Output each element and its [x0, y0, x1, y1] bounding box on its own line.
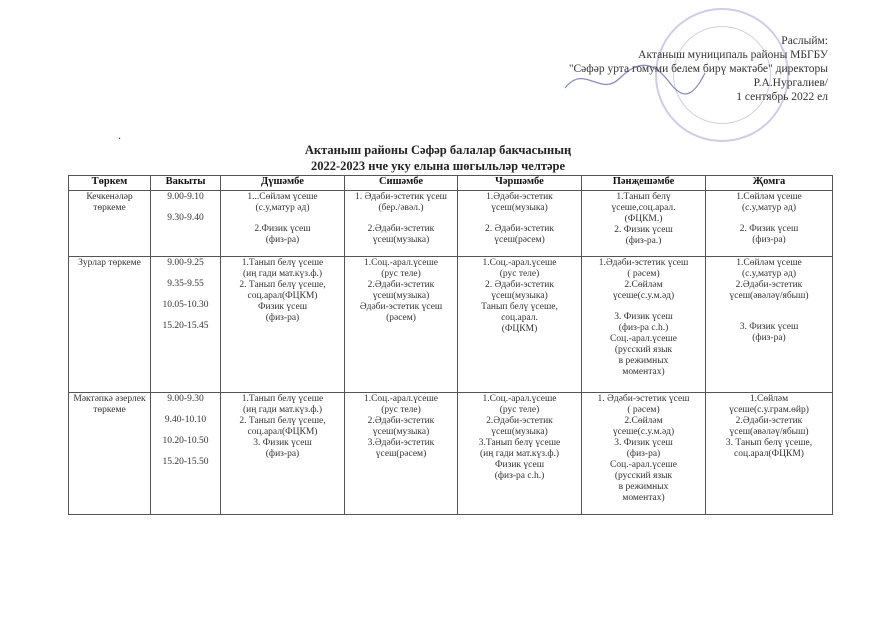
stray-dot: . — [118, 128, 121, 142]
cell-line: (физ-ра с.h.) — [494, 471, 545, 481]
cell-line: 10.20-10.50 — [162, 436, 209, 446]
time-cell — [151, 393, 221, 515]
cell-line: моментах) — [622, 493, 665, 503]
schedule-table — [68, 175, 833, 515]
cell-line: 2. Танып белү үсеше, — [239, 416, 326, 426]
cell-line: (иң гади мат.күз.ф.) — [242, 405, 323, 415]
cell-line: Әдәби-эстетик үсеш — [359, 302, 443, 312]
cell-line: (физ-ра) — [265, 449, 300, 459]
cell-line — [584, 302, 703, 312]
cell-line: в режимных — [618, 482, 669, 492]
cell-line: соц.арал(ФЦКМ) — [734, 449, 804, 459]
cell-line: (физ-ра с.h.) — [618, 323, 669, 333]
cell-line: (физ-ра) — [265, 313, 300, 323]
cell-line: ( рәсем) — [627, 269, 660, 279]
cell-line: үсеш(музыка) — [491, 427, 548, 437]
cell-line: 9.40-10.10 — [164, 415, 207, 425]
cell-line: (русский язык — [614, 345, 673, 355]
cell-line: (физ-ра) — [752, 333, 786, 343]
cell-line: 3.Танып белү үсеше — [478, 438, 561, 448]
cell-line: үсеш(рәсем) — [375, 449, 427, 459]
lesson-cell-tue — [345, 257, 458, 393]
cell-line: 9.35-9.55 — [167, 279, 204, 289]
approval-line: "Сәфәр урта гомуми белем бирү мәктәбе" директоры — [568, 63, 828, 75]
cell-line: 2.Әдәби-эстетик — [735, 280, 803, 290]
approval-block — [508, 34, 828, 104]
cell-line: (физ-ра) — [626, 449, 661, 459]
approval-line: Актаныш муниципаль районы МБГБУ — [638, 49, 828, 61]
cell-line: (русский язык — [614, 471, 673, 481]
cell-line: (иң гади мат.күз.ф.) — [479, 449, 560, 459]
cell-line: 1.Танып белү үсеше — [241, 258, 324, 268]
cell-line: 2.Сөйләм — [624, 416, 663, 426]
cell-line: 2.Физик үсеш — [254, 224, 311, 234]
cell-line: Физик үсеш — [494, 460, 545, 470]
cell-line — [153, 269, 218, 279]
cell-line: 1.Соц.-арал.үсеше — [482, 258, 557, 268]
cell-line: (рус теле) — [499, 269, 540, 279]
lesson-cell-thu — [582, 191, 706, 257]
cell-line — [223, 214, 342, 224]
cell-line: 2. Әдәби-эстетик — [484, 280, 554, 290]
cell-line: в режимных — [618, 356, 669, 366]
table-row — [69, 393, 833, 515]
cell-line: 2. Танып белү үсеше, — [239, 280, 326, 290]
cell-line: (рус теле) — [381, 405, 421, 415]
cell-line: (иң гади мат.күз.ф.) — [242, 269, 323, 279]
header-cell: Төркем — [69, 176, 151, 191]
cell-line — [708, 312, 830, 322]
cell-line: 1.Сөйләм үсеше — [736, 258, 802, 268]
cell-line: соц.арал(ФЦКМ) — [247, 427, 318, 437]
cell-line: Танып белү үсеше, — [481, 302, 558, 312]
cell-line: үсеш(әвәләү/ябыш) — [729, 291, 809, 301]
cell-line: 1.Соц.-арал.үсеше — [482, 394, 557, 404]
cell-line — [460, 214, 579, 224]
time-cell — [151, 257, 221, 393]
cell-line — [153, 290, 218, 300]
cell-line: 1.Әдәби-эстетик үсеш — [598, 258, 689, 268]
lesson-cell-tue — [345, 393, 458, 515]
cell-line — [153, 426, 218, 436]
lesson-cell-fri — [706, 257, 833, 393]
cell-line: (рәсем) — [386, 313, 416, 323]
lesson-cell-thu — [582, 257, 706, 393]
cell-line: үсеше,соц.арал. — [611, 203, 676, 213]
cell-line: 2.Әдәби-эстетик — [367, 280, 435, 290]
group-name-cell: Кечкенәләр төркеме — [69, 191, 151, 257]
cell-line: (с.у,матур әд) — [742, 203, 796, 213]
cell-line: 9.00-9.25 — [167, 258, 204, 268]
cell-line: (ФЦКМ) — [501, 324, 538, 334]
cell-line: 2. Физик үсеш — [739, 224, 799, 234]
approval-line: Раслыйм: — [781, 35, 828, 47]
cell-line: 1.Сөйләм үсеше — [736, 192, 802, 202]
time-cell — [151, 191, 221, 257]
cell-line: 2.Әдәби-эстетик — [367, 224, 435, 234]
cell-line: Соц.-арал.үсеше — [610, 334, 677, 344]
lesson-cell-mon — [221, 191, 345, 257]
cell-line: 1. Әдәби-эстетик үсеш — [597, 394, 690, 404]
cell-line: 1. Әдәби-эстетик үсеш — [355, 192, 447, 202]
cell-line: 2.Сөйләм — [624, 280, 663, 290]
lesson-cell-tue — [345, 191, 458, 257]
table-row — [69, 191, 833, 257]
cell-line: 9.00-9.30 — [167, 394, 204, 404]
cell-line: 2. Әдәби-эстетик — [484, 224, 554, 234]
header-cell: Пәнҗешәмбе — [582, 176, 706, 191]
cell-line: үсеше(с.у.м.әд) — [612, 427, 675, 437]
header-cell: Сишәмбе — [345, 176, 458, 191]
title-line-1: Актаныш районы Сәфәр балалар бакчасының — [304, 143, 572, 157]
cell-line: үсеш(музыка) — [372, 427, 430, 437]
header-cell: Җомга — [706, 176, 833, 191]
group-name-cell: Зурлар төркеме — [69, 257, 151, 393]
cell-line: Физик үсеш — [257, 302, 308, 312]
cell-line: 1.Сөйләм — [749, 394, 789, 404]
cell-line: 10.05-10.30 — [162, 300, 209, 310]
cell-line: (физ-ра) — [265, 235, 300, 245]
cell-line — [153, 311, 218, 321]
cell-line: соц.арал(ФЦКМ) — [247, 291, 318, 301]
header-row — [69, 176, 833, 191]
cell-line — [153, 447, 218, 457]
document-title — [0, 142, 876, 174]
lesson-cell-mon — [221, 257, 345, 393]
cell-line: үсеше(с.у.грам.өйр) — [729, 405, 809, 415]
cell-line — [153, 203, 218, 213]
cell-line: 3. Физик үсеш — [614, 312, 673, 322]
cell-line: Соц.-арал.үсеше — [610, 460, 677, 470]
title-line-2: 2022-2023 нче уку елына шөгыльләр челтәре — [310, 159, 566, 173]
cell-line: моментах) — [622, 367, 665, 377]
approval-line: 1 сентябрь 2022 ел — [736, 91, 828, 103]
cell-line: 3. Физик үсеш — [614, 438, 673, 448]
cell-line: 9.30-9.40 — [167, 213, 204, 223]
cell-line: үсеш(музыка) — [491, 291, 548, 301]
cell-line: 3. Физик үсеш — [739, 322, 799, 332]
header-cell: Чәршәмбе — [458, 176, 582, 191]
cell-line: ( рәсем) — [627, 405, 660, 415]
cell-line: үсеш(музыка) — [372, 235, 430, 245]
cell-line: (физ-ра) — [752, 235, 786, 245]
lesson-cell-wed — [458, 257, 582, 393]
cell-line: үсеш(музыка) — [491, 203, 548, 213]
cell-line — [708, 302, 830, 312]
cell-line: 3. Физик үсеш — [253, 438, 312, 448]
cell-line: үсеш(музыка) — [372, 291, 430, 301]
cell-line: 1.Танып белү үсеше — [241, 394, 324, 404]
cell-line: 1.Соц.-арал.үсеше — [363, 394, 439, 404]
lesson-cell-fri — [706, 191, 833, 257]
cell-line: 1.Танып белү — [616, 192, 671, 202]
cell-line: (рус теле) — [381, 269, 421, 279]
cell-line: 1.Әдәби-эстетик — [486, 192, 553, 202]
approval-line: Р.А.Нургалиев/ — [753, 77, 828, 89]
cell-line: (ФЦКМ.) — [624, 214, 663, 224]
lesson-cell-wed — [458, 191, 582, 257]
cell-line: 1...Сөйләм үсеше — [247, 192, 318, 202]
cell-line — [153, 405, 218, 415]
cell-line: 1.Соц.-арал.үсеше — [363, 258, 439, 268]
cell-line: соц.арал. — [501, 313, 538, 323]
group-name-cell: Мәктәпкә әзерлек төркеме — [69, 393, 151, 515]
lesson-cell-thu — [582, 393, 706, 515]
cell-line: 3.Әдәби-эстетик — [367, 438, 435, 448]
table-row — [69, 257, 833, 393]
lesson-cell-wed — [458, 393, 582, 515]
header-cell: Вакыты — [151, 176, 221, 191]
header-cell: Дүшәмбе — [221, 176, 345, 191]
cell-line — [708, 214, 830, 224]
cell-line — [347, 214, 455, 224]
lesson-cell-fri — [706, 393, 833, 515]
cell-line: 2.Әдәби-эстетик — [735, 416, 803, 426]
cell-line: 2.Әдәби-эстетик — [486, 416, 553, 426]
cell-line: (бер./әвәл.) — [378, 203, 424, 213]
cell-line: 3. Танып белү үсеше, — [725, 438, 813, 448]
cell-line: 15.20-15.45 — [162, 321, 209, 331]
cell-line: үсеш(рәсем) — [494, 235, 545, 245]
cell-line: (рус теле) — [499, 405, 540, 415]
cell-line: (с.у,матур әд) — [255, 203, 310, 213]
cell-line: 2. Физик үсеш — [614, 225, 673, 235]
cell-line: үсеш(әвәләү/ябыш) — [729, 427, 809, 437]
cell-line: 9.00-9.10 — [167, 192, 204, 202]
cell-line: үсеше(с.у.м.әд) — [612, 291, 675, 301]
lesson-cell-mon — [221, 393, 345, 515]
cell-line: (с.у,матур әд) — [742, 269, 796, 279]
cell-line: 2.Әдәби-эстетик — [367, 416, 435, 426]
cell-line: (физ-ра.) — [625, 236, 662, 246]
cell-line: 15.20-15.50 — [162, 457, 209, 467]
